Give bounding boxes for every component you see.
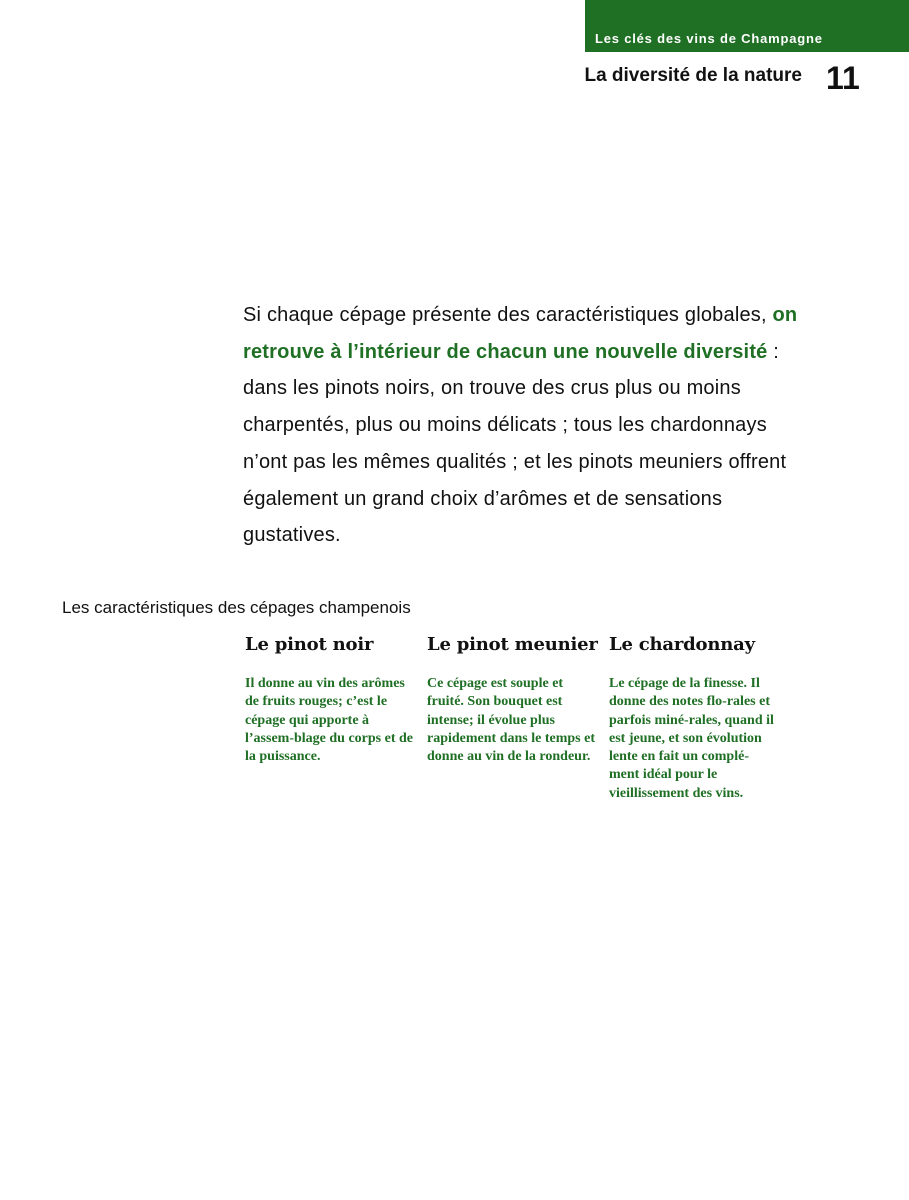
section-title: La diversité de la nature: [584, 65, 802, 86]
grape-name: Le pinot meunier: [427, 634, 598, 655]
grape-name: Le chardonnay: [609, 634, 755, 655]
grape-description: Le cépage de la finesse. Il donne des notes flo-rales et parfois miné-rales, quand il est jeune, et son évolution lente en fait un complé-ment idéal pour le vieillissement des vins.: [609, 676, 774, 801]
grape-column-pinot-meunier: [427, 634, 597, 766]
grape-description: Il donne au vin des arômes de fruits rouges; c’est le cépage qui apporte à l’assem-blage du corps et de la puissance.: [245, 676, 413, 765]
grape-description: Ce cépage est souple et fruité. Son bouquet est intense; il évolue plus rapidement dans le temps et donne au vin de la rondeur.: [427, 676, 595, 765]
table-caption: Les caractéristiques des cépages champenois: [62, 598, 411, 617]
intro-paragraph: [243, 297, 803, 554]
grape-name: Le pinot noir: [245, 634, 374, 655]
grape-column-pinot-noir: [245, 634, 415, 766]
intro-text-start: Si chaque cépage présente des caractéristiques globales,: [243, 304, 773, 326]
intro-text-end: : dans les pinots noirs, on trouve des crus plus ou moins charpentés, plus ou moins délicats ; tous les chardonnays n’ont pas les mêmes qualités ; et les pinots meuniers offrent également un grand choix d’arômes et de sensations gustatives.: [243, 340, 787, 547]
intro-highlight: on retrouve à l’intérieur de chacun une nouvelle diversité: [243, 304, 798, 363]
grape-column-chardonnay: [609, 634, 779, 803]
page-number: 11: [826, 60, 860, 96]
chapter-label: Les clés des vins de Champagne: [595, 31, 823, 46]
